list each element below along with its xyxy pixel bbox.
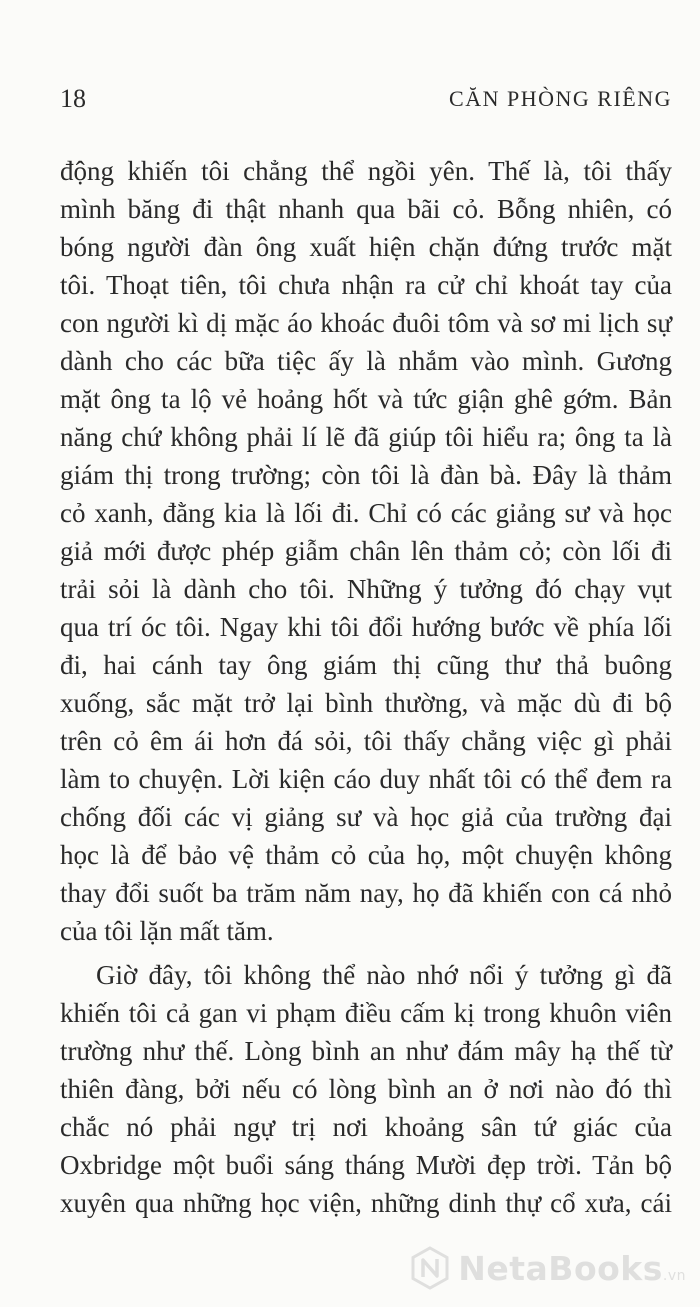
text-line: trải sỏi là dành cho tôi. Những ý tưởng đó chạy vụt [60, 574, 672, 604]
text-line: khiến tôi cả gan vi phạm điều cấm kị trong khuôn viên [60, 998, 672, 1028]
text-line: xuyên qua những học viện, những dinh thự cổ xưa, cái [60, 1188, 672, 1218]
text-line: làm to chuyện. Lời kiện cáo duy nhất tôi có thể đem ra [60, 764, 672, 794]
n-logo-icon [410, 1246, 450, 1290]
text-line: Giờ đây, tôi không thể nào nhớ nổi ý tưởng gì đã [96, 960, 672, 990]
text-line: tôi. Thoạt tiên, tôi chưa nhận ra cử chỉ khoát tay của [60, 270, 672, 300]
text-line: bóng người đàn ông xuất hiện chặn đứng trước mặt [60, 232, 672, 262]
page-number: 18 [60, 84, 86, 113]
text-line: trên cỏ êm ái hơn đá sỏi, tôi thấy chẳng việc gì phải [60, 726, 672, 756]
watermark-brand [458, 1249, 686, 1288]
text-line: Oxbridge một buổi sáng tháng Mười đẹp trời. Tản bộ [60, 1150, 672, 1180]
text-line: chắc nó phải ngự trị nơi khoảng sân tứ giác của [60, 1112, 672, 1142]
text-line: giả mới được phép giẫm chân lên thảm cỏ; còn lối đi [60, 536, 672, 566]
text-line: con người kì dị mặc áo khoác đuôi tôm và sơ mi lịch sự [60, 308, 672, 338]
text-line: cỏ xanh, đằng kia là lối đi. Chỉ có các giảng sư và học [60, 498, 672, 528]
text-line: học là để bảo vệ thảm cỏ của họ, một chuyện không [60, 840, 672, 870]
text-line: của tôi lặn mất tăm. [60, 916, 274, 946]
text-line: chống đối các vị giảng sư và học giả của trường đại [60, 802, 672, 832]
text-line: thay đổi suốt ba trăm năm nay, họ đã khiến con cá nhỏ [60, 878, 672, 908]
text-line: giám thị trong trường; còn tôi là đàn bà. Đây là thảm [60, 460, 672, 490]
text-line: xuống, sắc mặt trở lại bình thường, và mặc dù đi bộ [60, 688, 672, 718]
text-line: qua trí óc tôi. Ngay khi tôi đổi hướng bước về phía lối [60, 612, 672, 642]
netabooks-watermark [410, 1243, 686, 1293]
watermark-brand-name: NetaBooks [458, 1248, 663, 1288]
text-line: thiên đàng, bởi nếu có lòng bình an ở nơi nào đó thì [60, 1074, 672, 1104]
text-line: dành cho các bữa tiệc ấy là nhắm vào mình. Gương [60, 346, 672, 376]
text-line: mình băng đi thật nhanh qua bãi cỏ. Bỗng nhiên, có [60, 194, 672, 224]
running-title: CĂN PHÒNG RIÊNG [449, 86, 672, 111]
watermark-domain: .vn [662, 1267, 686, 1284]
text-line: động khiến tôi chẳng thể ngồi yên. Thế là, tôi thấy [60, 156, 672, 186]
text-line: đi, hai cánh tay ông giám thị cũng thư thả buông [60, 650, 672, 680]
text-line: năng chứ không phải lí lẽ đã giúp tôi hiểu ra; ông ta là [60, 422, 672, 452]
text-line: trường như thế. Lòng bình an như đám mây hạ thế từ [60, 1036, 672, 1066]
text-line: mặt ông ta lộ vẻ hoảng hốt và tức giận ghê gớm. Bản [60, 384, 672, 414]
